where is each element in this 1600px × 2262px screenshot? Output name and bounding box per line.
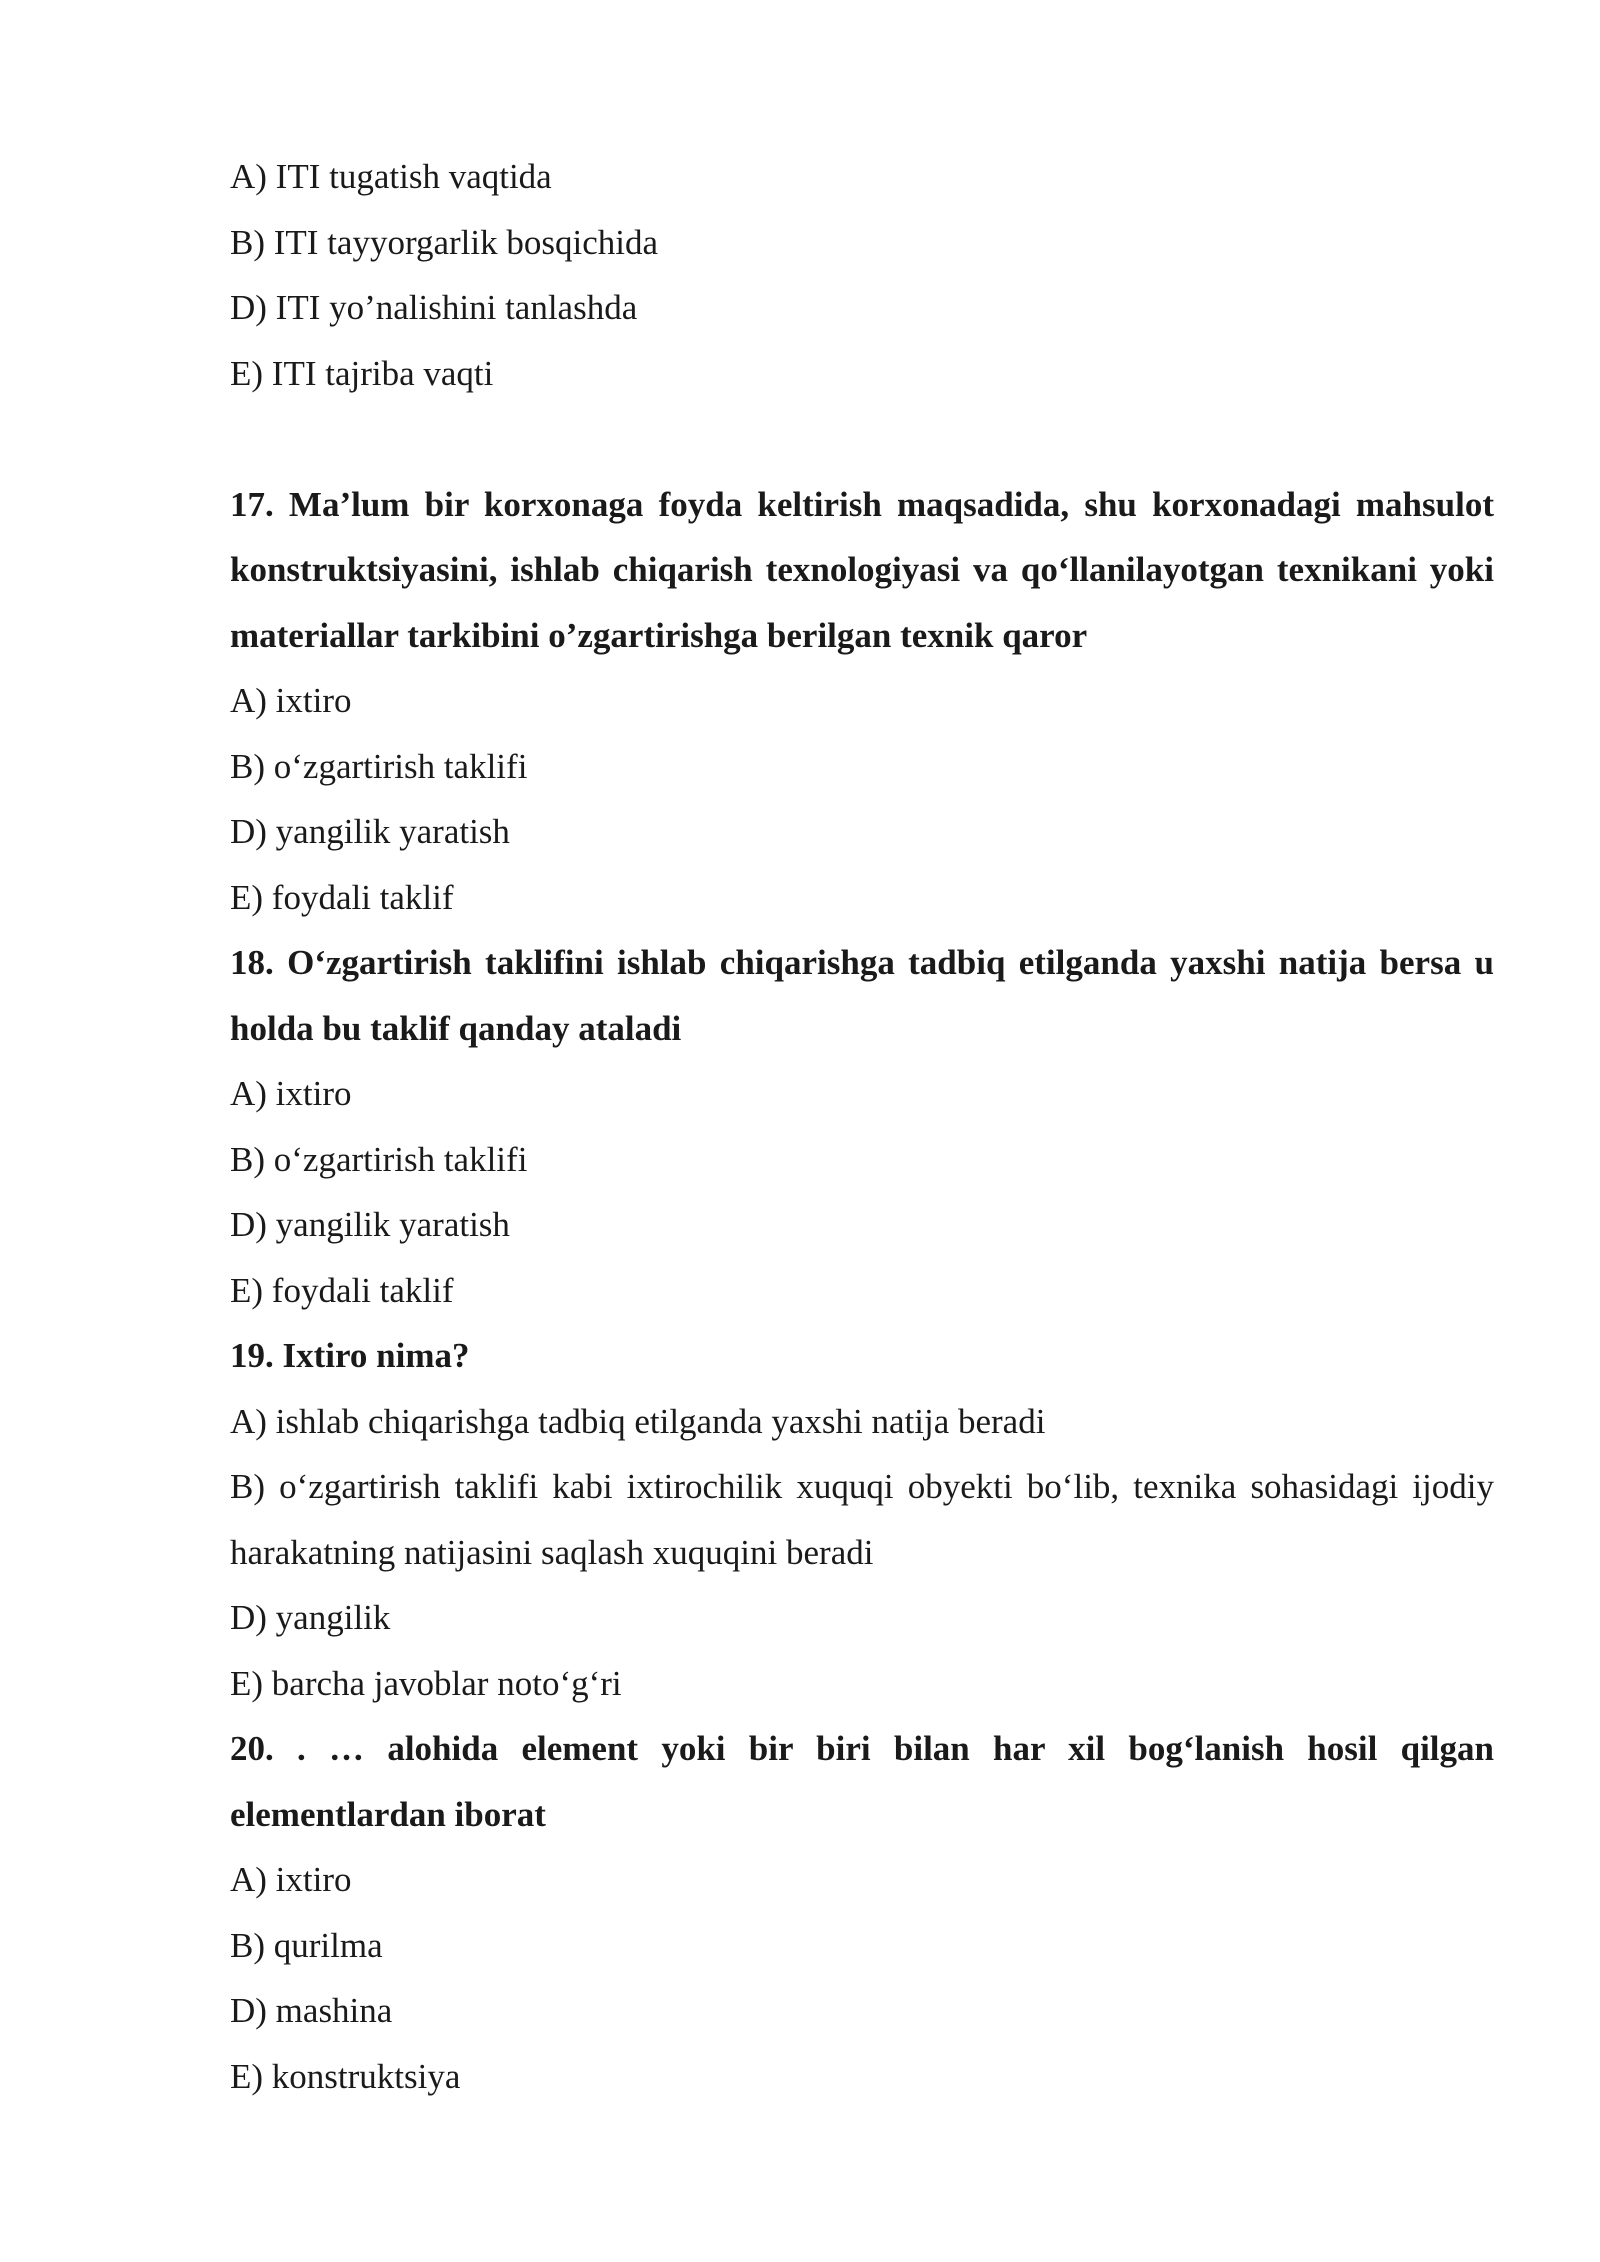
- question-text: 17. Ma’lum bir korxonaga foyda keltirish maqsadida, shu korxonadagi mahsulot konstruktsiyasini, ishlab chiqarish texnologiyasi va qo‘llanilayotgan texnikani yoki materiallar tarkibini o’zgartirishga berilgan texnik qaror: [230, 484, 1494, 655]
- option-e: E) foydali taklif: [230, 1270, 454, 1310]
- option-b: B) o‘zgartirish taklifi kabi ixtirochilik xuquqi obyekti bo‘lib, texnika sohasidagi ijodiy harakatning natijasini saqlash xuquqini beradi: [230, 1467, 1494, 1572]
- option-e: E) ITI tajriba vaqti: [230, 353, 494, 393]
- question-text: 18. O‘zgartirish taklifini ishlab chiqarishga tadbiq etilganda yaxshi natija bersa u holda bu taklif qanday ataladi: [230, 943, 1494, 1048]
- spacer: [230, 406, 1494, 472]
- option-a: A) ixtiro: [230, 681, 352, 720]
- option-a: A) ishlab chiqarishga tadbiq etilganda yaxshi natija beradi: [230, 1401, 1046, 1441]
- question-16-options: [230, 144, 1494, 406]
- option-e: E) barcha javoblar noto‘g‘ri: [230, 1663, 622, 1703]
- option-d: D) mashina: [230, 1991, 393, 2030]
- option-d: D) yangilik yaratish: [230, 1205, 510, 1244]
- question-text: 19. Ixtiro nima?: [230, 1336, 470, 1375]
- option-b: B) o‘zgartirish taklifi: [230, 746, 528, 786]
- document-page: [230, 144, 1494, 2109]
- question-20: [230, 1716, 1494, 2109]
- option-a: A) ixtiro: [230, 1074, 352, 1113]
- question-text: 20. . … alohida element yoki bir biri bilan har xil bog‘lanish hosil qilgan elementlardan iborat: [230, 1729, 1494, 1834]
- option-d: D) ITI yo’nalishini tanlashda: [230, 288, 638, 327]
- option-a: A) ITI tugatish vaqtida: [230, 157, 552, 196]
- option-b: B) qurilma: [230, 1925, 383, 1965]
- question-18: [230, 930, 1494, 1323]
- option-e: E) foydali taklif: [230, 877, 454, 917]
- option-b: B) o‘zgartirish taklifi: [230, 1139, 528, 1179]
- option-e: E) konstruktsiya: [230, 2056, 461, 2096]
- option-b: B) ITI tayyorgarlik bosqichida: [230, 222, 658, 262]
- question-17: [230, 472, 1494, 931]
- question-19: [230, 1323, 1494, 1716]
- option-a: A) ixtiro: [230, 1860, 352, 1899]
- option-d: D) yangilik yaratish: [230, 812, 510, 851]
- option-d: D) yangilik: [230, 1598, 391, 1637]
